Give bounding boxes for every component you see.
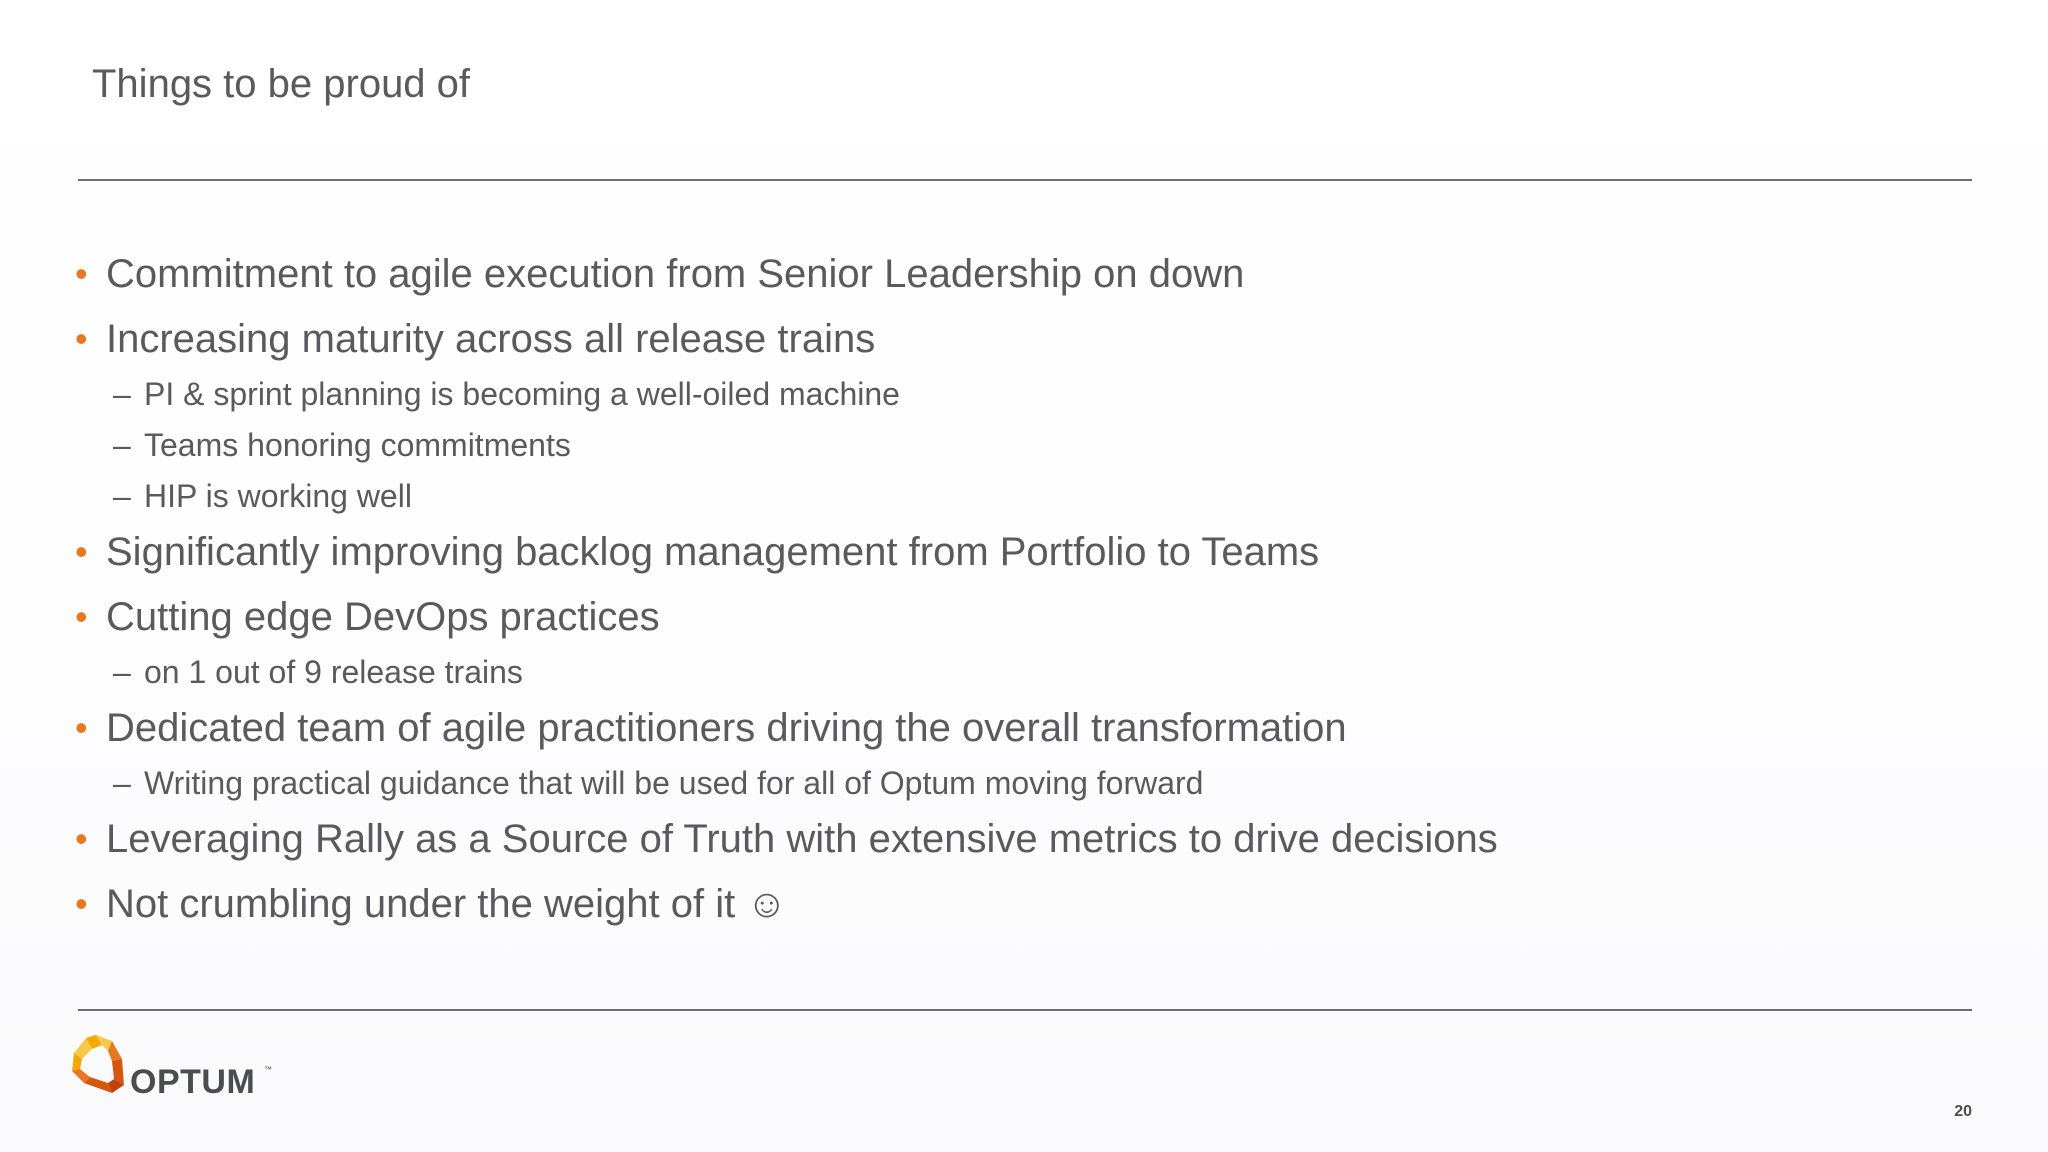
bullet-dot-icon: • (75, 818, 88, 859)
dash-icon: – (113, 427, 131, 463)
dash-icon: – (113, 478, 131, 514)
bullet-item (75, 250, 1955, 298)
sub-bullet-item (75, 476, 1955, 516)
sub-bullet-text: on 1 out of 9 release trains (144, 654, 523, 690)
bullet-list (75, 250, 1955, 928)
bullet-item (75, 315, 1955, 363)
sub-bullet-item (75, 763, 1955, 803)
optum-logo (72, 1035, 282, 1101)
dash-icon: – (113, 765, 131, 801)
page-number: 20 (1954, 1103, 1972, 1120)
sub-bullet-text: HIP is working well (144, 478, 412, 514)
sub-bullet-text: PI & sprint planning is becoming a well-oiled machine (144, 376, 900, 412)
optum-logo-icon (72, 1035, 126, 1095)
slide-title: Things to be proud of (92, 62, 471, 106)
dash-icon: – (113, 376, 131, 412)
bullet-dot-icon: • (75, 883, 88, 924)
dash-icon: – (113, 654, 131, 690)
sub-bullet-item (75, 374, 1955, 414)
top-divider (78, 179, 1972, 181)
bullet-dot-icon: • (75, 318, 88, 359)
bullet-dot-icon: • (75, 707, 88, 748)
trademark-symbol: ™ (264, 1065, 272, 1074)
bullet-text: Leveraging Rally as a Source of Truth with extensive metrics to drive decisions (106, 817, 1498, 861)
sub-bullet-item (75, 652, 1955, 692)
bullet-dot-icon: • (75, 531, 88, 572)
optum-wordmark: OPTUM (130, 1063, 256, 1101)
sub-bullet-text: Writing practical guidance that will be used for all of Optum moving forward (144, 765, 1204, 801)
bullet-item (75, 704, 1955, 752)
bullet-dot-icon: • (75, 253, 88, 294)
bullet-item (75, 880, 1955, 928)
bullet-item (75, 528, 1955, 576)
sub-bullet-item (75, 425, 1955, 465)
bullet-item (75, 815, 1955, 863)
bullet-text: Commitment to agile execution from Senior Leadership on down (106, 252, 1245, 296)
bottom-divider (78, 1009, 1972, 1011)
bullet-text: Significantly improving backlog management from Portfolio to Teams (106, 530, 1320, 574)
bullet-dot-icon: • (75, 596, 88, 637)
sub-bullet-text: Teams honoring commitments (144, 427, 571, 463)
bullet-text: Dedicated team of agile practitioners driving the overall transformation (106, 706, 1347, 750)
bullet-text: Cutting edge DevOps practices (106, 595, 660, 639)
bullet-text: Not crumbling under the weight of it ☺ (106, 882, 788, 926)
bullet-text: Increasing maturity across all release trains (106, 317, 876, 361)
bullet-item (75, 593, 1955, 641)
